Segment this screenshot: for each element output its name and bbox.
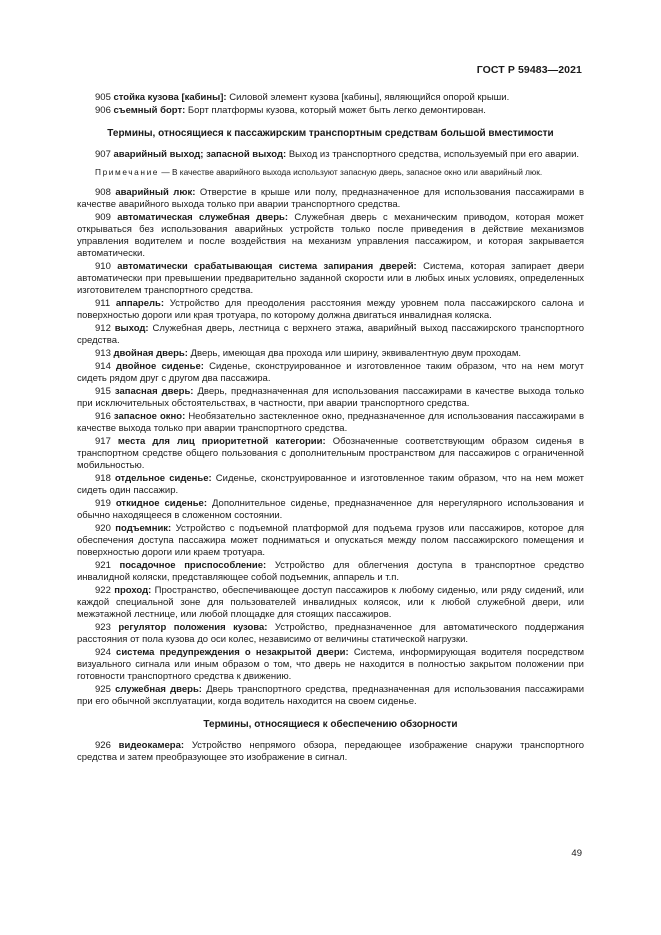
- term-number: 918: [95, 473, 111, 484]
- term-entry-919: [77, 498, 584, 522]
- term-number: 910: [95, 261, 111, 272]
- term-definition: Служебная дверь с механическим приводом, которая может открываться без использования аварийных устройств только после приведения в действие механизмов управления водителем и после воздействия на механизм управления пассажиром, и которая закрывается автоматически.: [77, 212, 585, 259]
- term-number: 920: [95, 523, 111, 534]
- term-name: съемный борт:: [113, 105, 186, 116]
- term-entry-905: [77, 92, 584, 104]
- term-name: двойная дверь:: [113, 348, 188, 359]
- section-title-bus-terms: Термины, относящиеся к пассажирским транспортным средствам большой вместимости: [107, 128, 554, 139]
- term-number: 914: [95, 361, 111, 372]
- term-definition: Силовой элемент кузова [кабины], являющийся опорой крыши.: [229, 92, 510, 103]
- term-number: 913: [95, 348, 111, 359]
- term-name: выход:: [114, 323, 149, 334]
- term-definition: Служебная дверь, лестница с верхнего этажа, аварийный выход пассажирского транспортного средства.: [77, 323, 585, 346]
- term-number: 909: [95, 212, 111, 223]
- term-name: видеокамера:: [118, 740, 185, 751]
- note-label: Примечание: [95, 167, 160, 177]
- term-name: аварийный выход; запасной выход:: [113, 149, 287, 160]
- term-entry-906: [77, 105, 584, 117]
- term-name: откидное сиденье:: [115, 498, 207, 509]
- term-name: аварийный люк:: [115, 187, 196, 198]
- term-name: проход:: [114, 585, 152, 596]
- intro-entries: [77, 92, 584, 117]
- term-entry-923: [77, 622, 584, 646]
- term-entry-907: [77, 149, 584, 161]
- term-number: 926: [95, 740, 111, 751]
- term-entry-915: [77, 386, 584, 410]
- term-name: подъемник:: [115, 523, 172, 534]
- term-number: 905: [95, 92, 111, 103]
- term-name: двойное сиденье:: [116, 361, 204, 372]
- section-title-visibility-terms: Термины, относящиеся к обеспечению обзорности: [203, 719, 458, 730]
- term-name: посадочное приспособление:: [119, 560, 267, 571]
- term-name: автоматическая служебная дверь:: [117, 212, 289, 223]
- term-definition: Система, которая запирает двери автоматически при превышении предварительно заданной скорости или в любых иных условиях, определенных изготовителем транспортного средства.: [77, 261, 584, 296]
- term-entry-910: [77, 261, 584, 297]
- term-definition: Устройство для преодоления расстояния между уровнем пола пассажирского салона и поверхностью дороги или края тротуара, по которому должна двигаться инвалидная коляска.: [77, 298, 584, 321]
- term-entry-911: [77, 298, 584, 322]
- term-definition: Сиденье, сконструированное и изготовленное таким образом, что на нем могут сидеть рядом друг с другом два пассажира.: [77, 361, 584, 384]
- term-definition: Дверь, имеющая два прохода или ширину, эквивалентную двум проходам.: [190, 348, 521, 359]
- term-definition: Устройство для облегчения доступа в транспортное средство инвалидной коляски, представляющее собой подъемник, аппарель и т.п.: [77, 560, 585, 583]
- term-definition: Обозначенные соответствующим образом сиденья в транспортном средстве общего пользования с дополнительным пространством для пассажиров с ограниченной мобильностью.: [77, 436, 585, 471]
- term-entry-920: [77, 523, 584, 559]
- term-number: 919: [95, 498, 111, 509]
- term-name: регулятор положения кузова:: [118, 622, 268, 633]
- term-name: места для лиц приоритетной категории:: [117, 436, 326, 447]
- term-name: служебная дверь:: [115, 684, 202, 695]
- term-definition: Отверстие в крыше или полу, предназначенное для использования пассажирами в качестве аварийного выхода только при аварии транспортного средства.: [77, 187, 585, 210]
- page-number: 49: [571, 848, 582, 859]
- term-number: 916: [95, 411, 111, 422]
- term-number: 915: [95, 386, 111, 397]
- term-entry-921: [77, 560, 584, 584]
- term-name: автоматически срабатывающая система запирания дверей:: [117, 261, 417, 272]
- term-definition: Устройство, предназначенное для автоматического поддержания расстояния от пола кузова до оси колес, независимо от величины статической нагрузки.: [77, 622, 584, 645]
- term-number: 925: [95, 684, 111, 695]
- term-number: 921: [95, 560, 111, 571]
- term-entry-908: [77, 187, 584, 211]
- term-name: стойка кузова [кабины]:: [113, 92, 227, 103]
- term-number: 922: [95, 585, 111, 596]
- term-number: 924: [95, 647, 111, 658]
- term-name: запасная дверь:: [114, 386, 194, 397]
- term-definition: Пространство, обеспечивающее доступ пассажиров к любому сиденью, или ряду сидений, или каждой специальной зоне для пользователей инвалидных колясок, или к любой служебной двери, или межэтажной лестнице, или любой площадке для стоящих пассажиров.: [77, 585, 584, 620]
- term-definition: Дверь, предназначенная для использования пассажирами в качестве выхода только при исключительных обстоятельствах, в частности, при аварии транспортного средства.: [77, 386, 584, 409]
- term-entry-922: [77, 585, 584, 621]
- term-entry-912: [77, 323, 584, 347]
- section1-entries: [77, 187, 584, 708]
- term-number: 923: [95, 622, 111, 633]
- term-entry-917: [77, 436, 584, 472]
- term-name: система предупреждения о незакрытой двери:: [116, 647, 349, 658]
- section2-entries: [77, 740, 584, 764]
- term-entry-918: [77, 473, 584, 497]
- term-definition: Устройство с подъемной платформой для подъема грузов или пассажиров, которое для обеспечения доступа пассажира может подниматься и опускаться между полом пассажирского помещения и поверхностью дороги или краем тротуара.: [77, 523, 585, 558]
- term-number: 906: [95, 105, 111, 116]
- term-entry-926: [77, 740, 584, 764]
- term-definition: Сиденье, сконструированное и изготовленное таким образом, что на нем может сидеть один пассажир.: [77, 473, 585, 496]
- term-definition: Устройство непрямого обзора, передающее изображение снаружи транспортного средства и затем преобразующее это изображение в сигнал.: [77, 740, 585, 763]
- document-standard-id: ГОСТ Р 59483—2021: [476, 64, 582, 76]
- term-number: 907: [95, 149, 111, 160]
- note-text: — В качестве аварийного выхода используют запасную дверь, запасное окно или аварийный люк.: [161, 167, 543, 177]
- term-number: 908: [95, 187, 111, 198]
- term-entry-925: [77, 684, 584, 708]
- term-entry-914: [77, 361, 584, 385]
- term-number: 911: [95, 298, 111, 309]
- document-body: [77, 92, 584, 765]
- term-name: запасное окно:: [113, 411, 186, 422]
- term-name: аппарель:: [115, 298, 165, 309]
- term-definition: Необязательно застекленное окно, предназначенное для использования пассажирами в качестве выхода только при аварии транспортного средства.: [77, 411, 585, 434]
- term-definition: Выход из транспортного средства, используемый при его аварии.: [288, 149, 580, 160]
- term-definition: Борт платформы кузова, который может быть легко демонтирован.: [187, 105, 486, 116]
- note: [77, 167, 584, 178]
- term-entry-913: [77, 348, 584, 360]
- term-definition: Дверь транспортного средства, предназначенная для использования пассажирами при его обычной эксплуатации, когда водитель находится на своем сиденье.: [77, 684, 585, 707]
- term-number: 917: [95, 436, 111, 447]
- term-definition: Дополнительное сиденье, предназначенное для нерегулярного использования и обычно находящееся в сложенном состоянии.: [77, 498, 584, 521]
- term-entry-924: [77, 647, 584, 683]
- term-number: 912: [95, 323, 111, 334]
- term-definition: Система, информирующая водителя посредством визуального сигнала или иным образом о том, что дверь не находится в полностью закрытом положении при готовности транспортного средства к движению.: [77, 647, 585, 682]
- term-name: отдельное сиденье:: [114, 473, 212, 484]
- term-entry-916: [77, 411, 584, 435]
- term-entry-909: [77, 212, 584, 260]
